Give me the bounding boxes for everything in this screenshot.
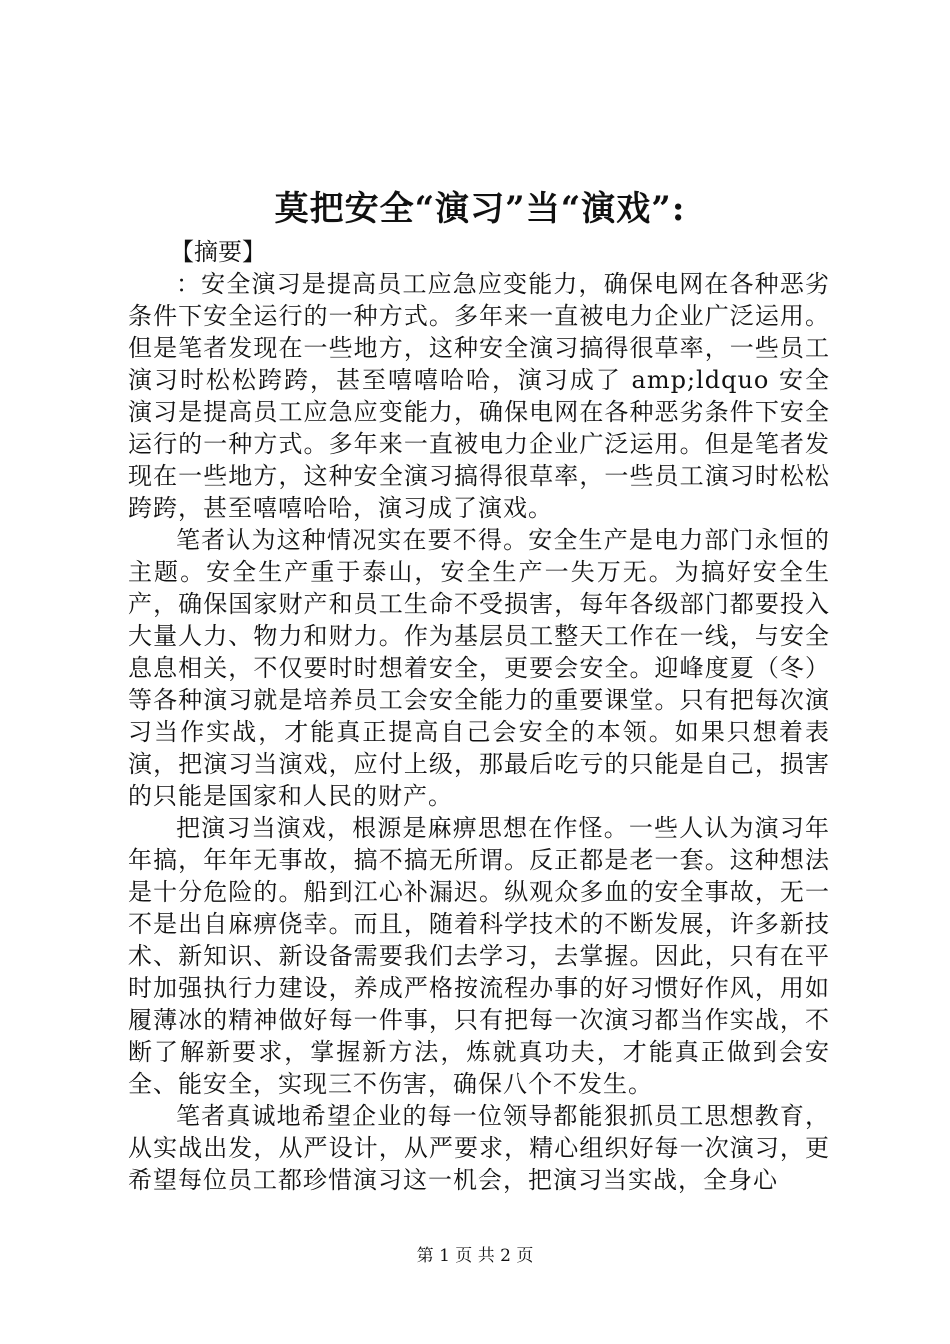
abstract-label: 【摘要】 (170, 238, 266, 266)
paragraph: 把演习当演戏，根源是麻痹思想在作怪。一些人认为演习年年搞，年年无事故，搞不搞无所谓。反正都是老一套。这种想法是十分危险的。船到江心补漏迟。纵观众多血的安全事故，无一不是出自麻痹侥幸。而且，随着科学技术的不断发展，许多新技术、新知识、新设备需要我们去学习，去掌握。因此，只有在平时加强执行力建设，养成严格按流程办事的好习惯好作风，用如履薄冰的精神做好每一件事，只有把每一次演习都当作实战，不断了解新要求，掌握新方法，炼就真功夫，才能真正做到会安全、能安全，实现三不伤害，确保八个不发生。 (128, 814, 830, 1098)
document-title: 莫把安全“演习”当“演戏”: (274, 189, 686, 229)
paragraph: ：安全演习是提高员工应急应变能力，确保电网在各种恶劣条件下安全运行的一种方式。多年来一直被电力企业广泛运用。但是笔者发现在一些地方，这种安全演习搞得很草率，一些员工演习时松松跨跨，甚至嘻嘻哈哈，演习成了 amp;ldquo 安全演习是提高员工应急应变能力，确保电网在各种恶劣条件下安全运行的一种方式。多年来一直被电力企业广泛运用。但是笔者发现在一些地方，这种安全演习搞得很草率，一些员工演习时松松跨跨，甚至嘻嘻哈哈，演习成了演戏。 (128, 270, 830, 522)
page-footer: 第 1 页 共 2 页 (416, 1246, 534, 1266)
document-body (128, 268, 830, 1196)
paragraph: 笔者真诚地希望企业的每一位领导都能狠抓员工思想教育，从实战出发，从严设计，从严要求，精心组织好每一次演习，更希望每位员工都珍惜演习这一机会，把演习当实战，全身心 (128, 1102, 830, 1194)
paragraph: 笔者认为这种情况实在要不得。安全生产是电力部门永恒的主题。安全生产重于泰山，安全生产一失万无。为搞好安全生产，确保国家财产和员工生命不受损害，每年各级部门都要投入大量人力、物力和财力。作为基层员工整天工作在一线，与安全息息相关，不仅要时时想着安全，更要会安全。迎峰度夏（冬）等各种演习就是培养员工会安全能力的重要课堂。只有把每次演习当作实战，才能真正提高自己会安全的本领。如果只想着表演，把演习当演戏，应付上级，那最后吃亏的只能是自己，损害的只能是国家和人民的财产。 (128, 526, 830, 810)
